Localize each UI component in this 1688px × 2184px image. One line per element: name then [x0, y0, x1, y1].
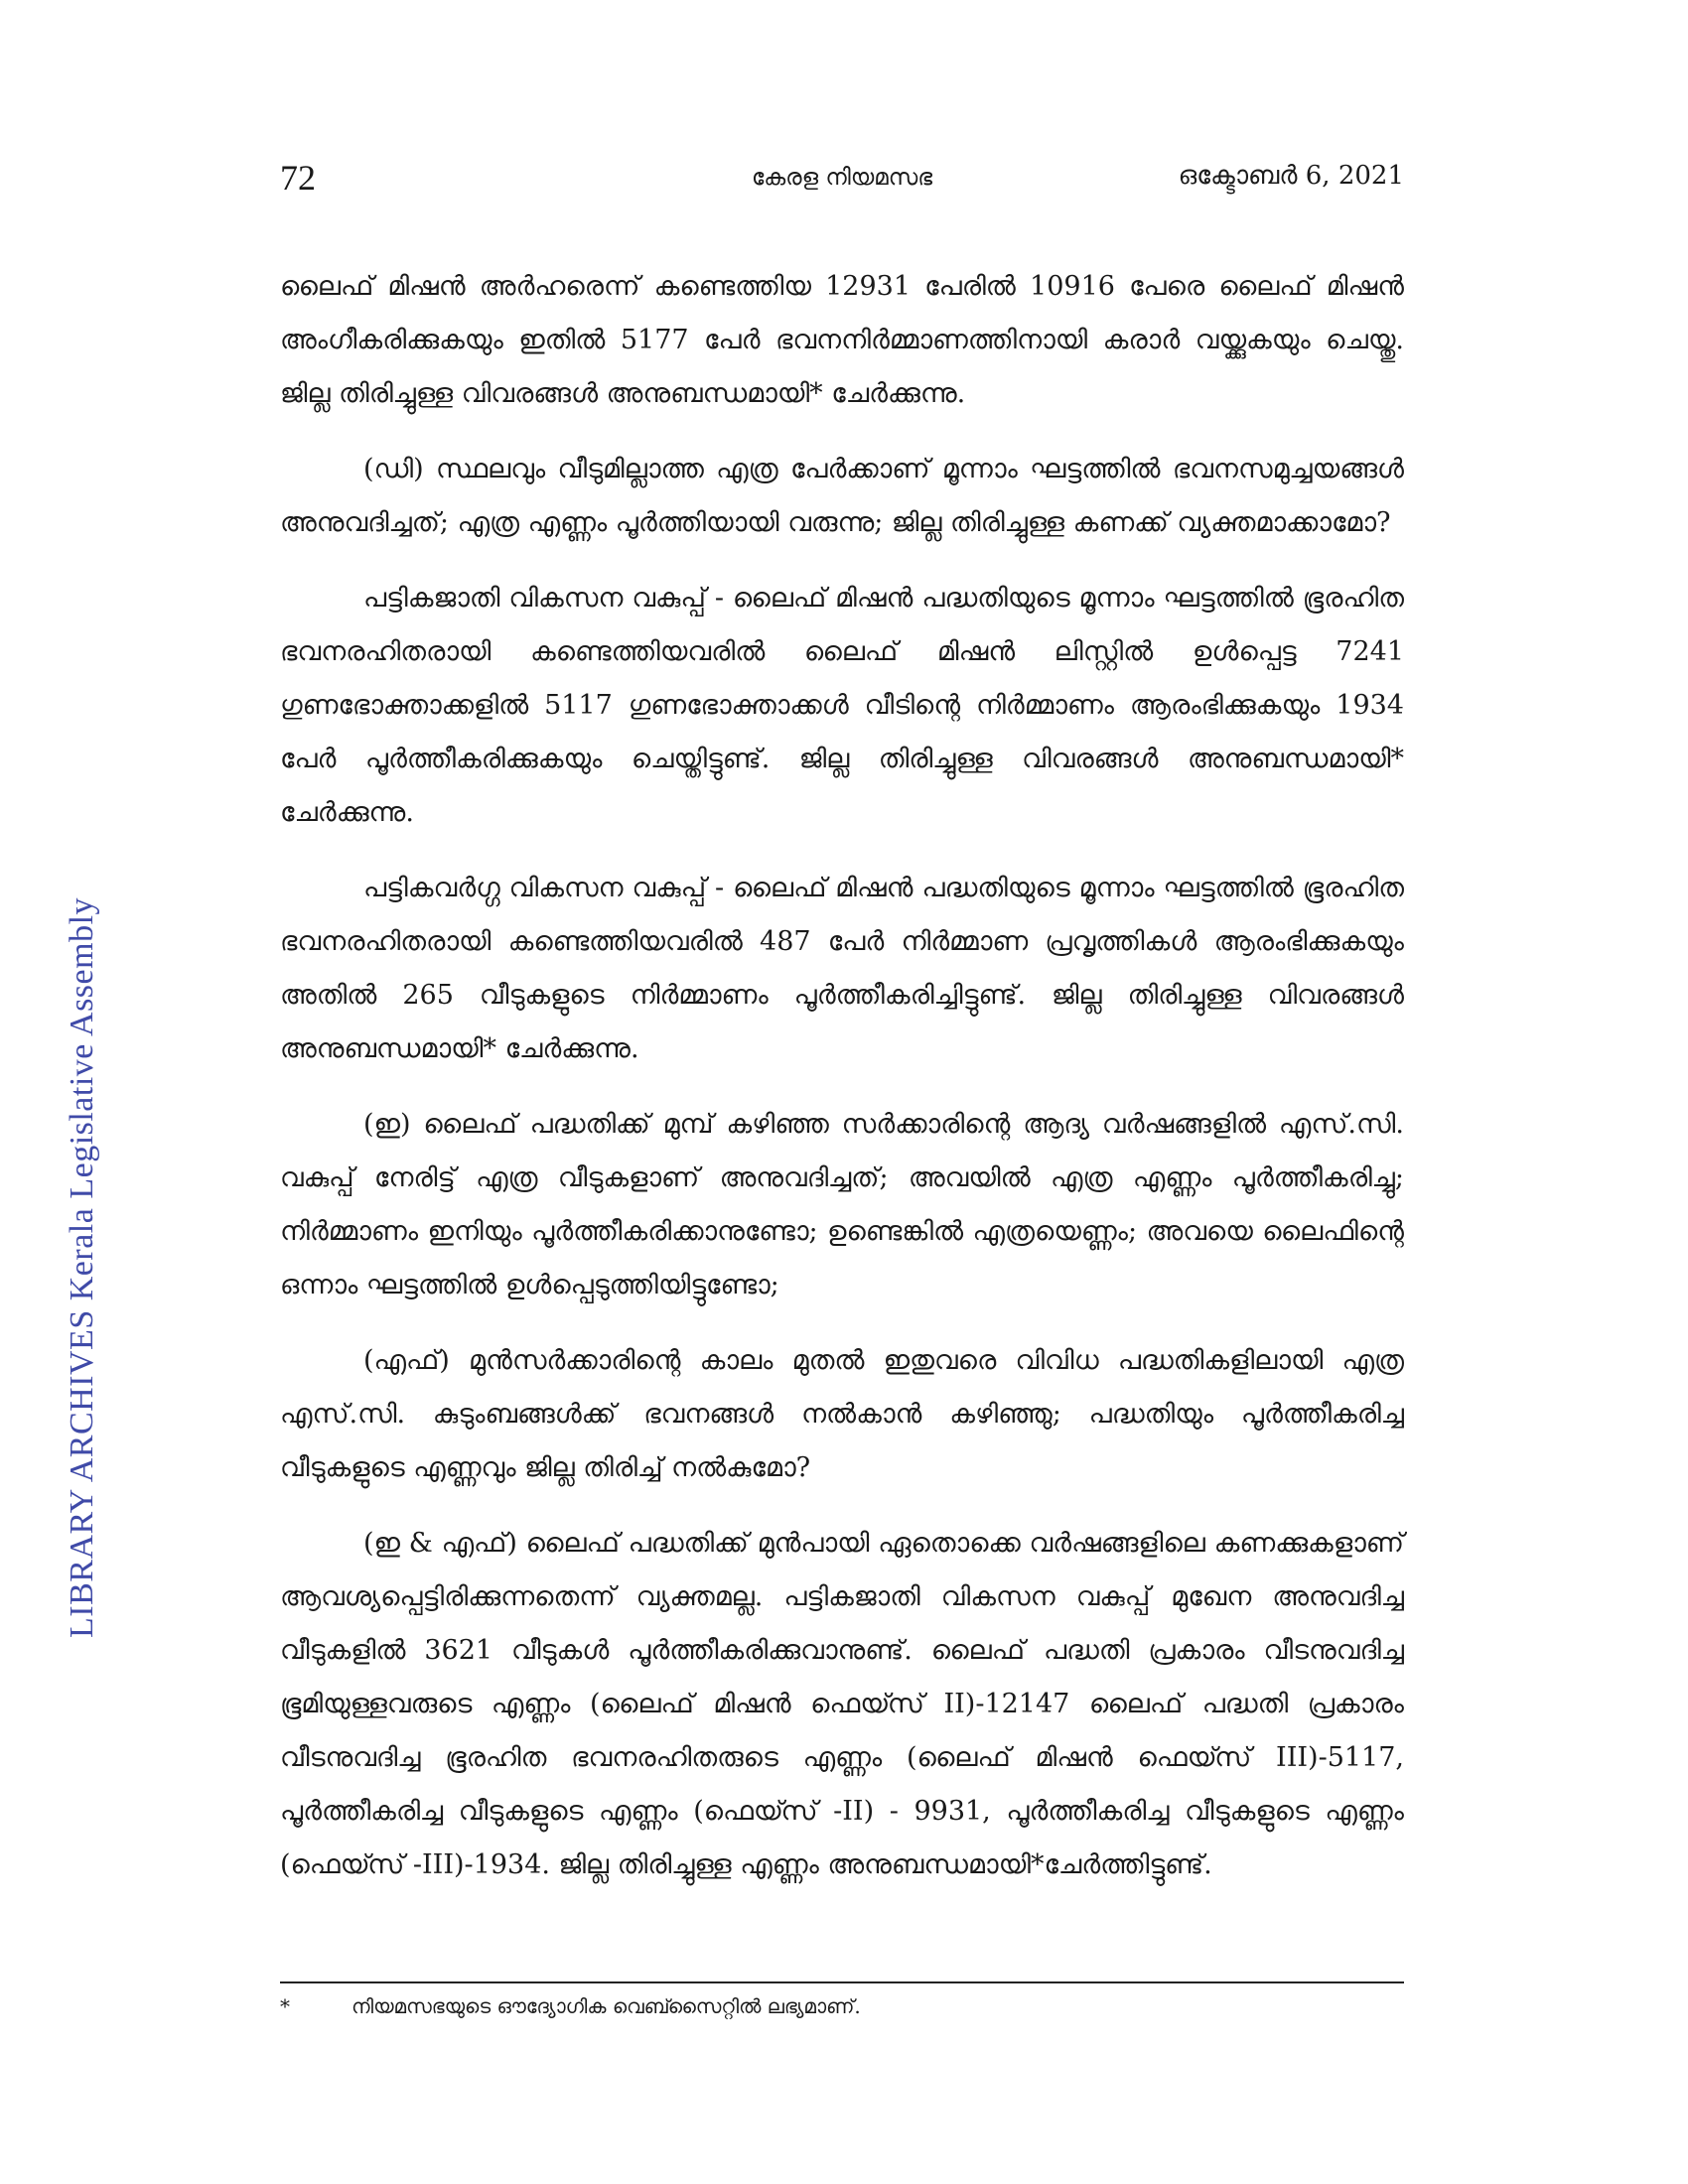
paragraph-answer-e-f: (ഇ & എഫ്) ലൈഫ് പദ്ധതിക്ക് മുൻപായി ഏതൊക്കെ വർഷങ്ങളിലെ കണക്കുകളാണ് ആവശ്യപ്പെട്ടിരിക്കുന്നതെന്ന് വ്യക്തമല്ല. പട്ടികജാതി വികസന വകുപ്പ് മുഖേന അനുവദിച്ച വീടുകളിൽ 3621 വീടുകൾ പൂർത്തീകരിക്കുവാനുണ്ട്. ലൈഫ് പദ്ധതി പ്രകാരം വീടനുവദിച്ച ഭൂമിയുള്ളവരുടെ എണ്ണം (ലൈഫ് മിഷൻ ഫെയ്സ് II)-12147 ലൈഫ് പദ്ധതി പ്രകാരം വീടനുവദിച്ച ഭൂരഹിത ഭവനരഹിതരുടെ എണ്ണം (ലൈഫ് മിഷൻ ഫെയ്സ് III)-5117, പൂർത്തീകരിച്ച വീടുകളുടെ എണ്ണം (ഫെയ്സ് -II) - 9931, പൂർത്തീകരിച്ച വീടുകളുടെ എണ്ണം (ഫെയ്സ് -III)-1934. ജില്ല തിരിച്ചുള്ള എണ്ണം അനുബന്ധമായി*ചേർത്തിട്ടുണ്ട്. — [280, 1528, 1404, 1880]
footnote-divider — [280, 1981, 1404, 1983]
footnote-mark: * — [280, 1994, 290, 2018]
page-header — [280, 157, 1404, 203]
page-number: 72 — [280, 158, 316, 198]
footnote — [280, 1991, 1404, 2021]
paragraph-question-e: (ഇ) ലൈഫ് പദ്ധതിക്ക് മുമ്പ് കഴിഞ്ഞ സർക്കാരിന്റെ ആദ്യ വർഷങ്ങളിൽ എസ്.സി. വകുപ്പ് നേരിട്ട് എത്ര വീടുകളാണ് അനുവദിച്ചത്; അവയിൽ എത്ര എണ്ണം പൂർത്തീകരിച്ചു; നിർമ്മാണം ഇനിയും പൂർത്തീകരിക്കാനുണ്ടോ; ഉണ്ടെങ്കിൽ എത്രയെണ്ണം; അവയെ ലൈഫിന്റെ ഒന്നാം ഘട്ടത്തിൽ ഉൾപ്പെടുത്തിയിട്ടുണ്ടോ; — [280, 1109, 1404, 1300]
paragraph-answer-c-continued: ലൈഫ് മിഷൻ അർഹരെന്ന് കണ്ടെത്തിയ 12931 പേരിൽ 10916 പേരെ ലൈഫ് മിഷൻ അംഗീകരിക്കുകയും ഇതിൽ 5177 പേർ ഭവനനിർമ്മാണത്തിനായി കരാർ വയ്ക്കുകയും ചെയ്തു. ജില്ല തിരിച്ചുള്ള വിവരങ്ങൾ അനുബന്ധമായി* ചേർക്കുന്നു. — [280, 271, 1404, 409]
header-date: ഒക്ടോബർ 6, 2021 — [1178, 161, 1404, 191]
running-title: കേരള നിയമസഭ — [751, 165, 933, 191]
paragraph-question-d: (ഡി) സ്ഥലവും വീടുമില്ലാത്ത എത്ര പേർക്കാണ് മൂന്നാം ഘട്ടത്തിൽ ഭവനസമുച്ചയങ്ങൾ അനുവദിച്ചത്; എത്ര എണ്ണം പൂർത്തിയായി വരുന്നു; ജില്ല തിരിച്ചുള്ള കണക്ക് വ്യക്തമാക്കാമോ? — [280, 454, 1404, 538]
paragraph-st-department: പട്ടികവർഗ്ഗ വികസന വകുപ്പ് - ലൈഫ് മിഷൻ പദ്ധതിയുടെ മൂന്നാം ഘട്ടത്തിൽ ഭൂരഹിത ഭവനരഹിതരായി കണ്ടെത്തിയവരിൽ 487 പേർ നിർമ്മാണ പ്രവൃത്തികൾ ആരംഭിക്കുകയും അതിൽ 265 വീടുകളുടെ നിർമ്മാണം പൂർത്തീകരിച്ചിട്ടുണ്ട്. ജില്ല തിരിച്ചുള്ള വിവരങ്ങൾ അനുബന്ധമായി* ചേർക്കുന്നു. — [280, 873, 1404, 1064]
paragraph-question-f: (എഫ്) മുൻസർക്കാരിന്റെ കാലം മുതൽ ഇതുവരെ വിവിധ പദ്ധതികളിലായി എത്ര എസ്.സി. കുടുംബങ്ങൾക്ക് ഭവനങ്ങൾ നൽകാൻ കഴിഞ്ഞു; പദ്ധതിയും പൂർത്തീകരിച്ച വീടുകളുടെ എണ്ണവും ജില്ല തിരിച്ച് നൽകുമോ? — [280, 1345, 1404, 1483]
footnote-text: നിയമസഭയുടെ ഔദ്യോഗിക വെബ്സൈറ്റിൽ ലഭ്യമാണ്. — [352, 1994, 861, 2018]
paragraph-sc-department: പട്ടികജാതി വികസന വകുപ്പ് - ലൈഫ് മിഷൻ പദ്ധതിയുടെ മൂന്നാം ഘട്ടത്തിൽ ഭൂരഹിത ഭവനരഹിതരായി കണ്ടെത്തിയവരിൽ ലൈഫ് മിഷൻ ലിസ്റ്റിൽ ഉൾപ്പെട്ട 7241 ഗുണഭോക്താക്കളിൽ 5117 ഗുണഭോക്താക്കൾ വീടിന്റെ നിർമ്മാണം ആരംഭിക്കുകയും 1934 പേർ പൂർത്തീകരിക്കുകയും ചെയ്തിട്ടുണ്ട്. ജില്ല തിരിച്ചുള്ള വിവരങ്ങൾ അനുബന്ധമായി* ചേർക്കുന്നു. — [280, 583, 1404, 828]
body-text — [280, 260, 1404, 1914]
library-archives-watermark: LIBRARY ARCHIVES Kerala Legislative Assembly — [64, 896, 100, 1638]
